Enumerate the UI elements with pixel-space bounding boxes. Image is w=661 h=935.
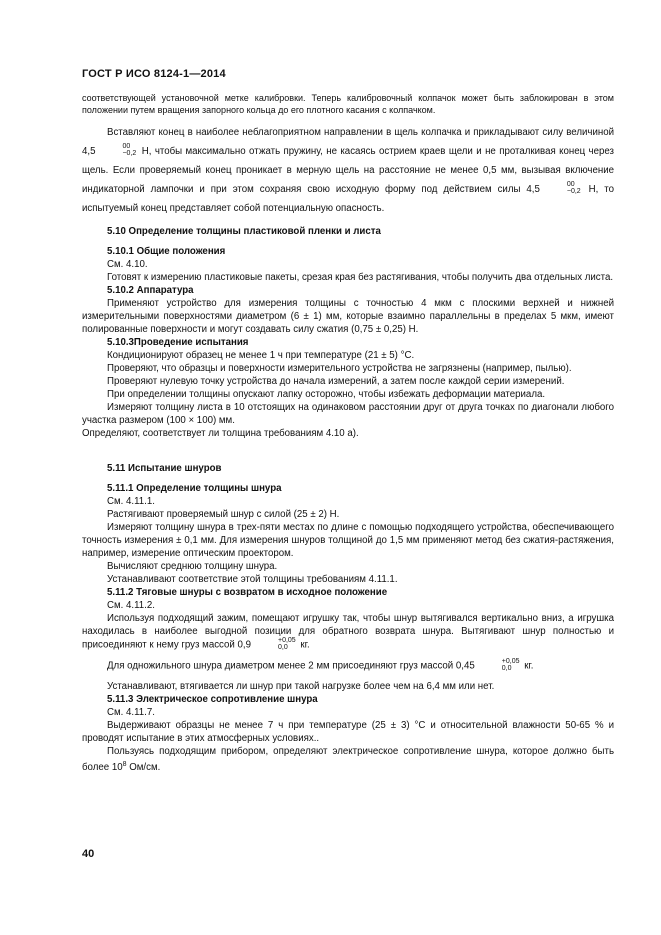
paragraph: Проверяют, что образцы и поверхности измерительного устройства не загрязнены (например, пылью). xyxy=(107,363,572,374)
paragraph: Устанавливают соответствие этой толщины требованиям 4.11.1. xyxy=(107,574,398,585)
tolerance-upper: 00 xyxy=(566,181,575,189)
text-run: Для одножильного шнура диаметром менее 2 мм присоединяют груз массой xyxy=(107,660,454,672)
paragraph: Вычисляют среднюю толщину шнура. xyxy=(107,561,278,572)
paragraph: Кондиционируют образец не менее 1 ч при температуре (21 ± 5) °С. xyxy=(107,350,415,361)
intro-paragraph-2 xyxy=(82,123,614,218)
paragraph: См. 4.10. xyxy=(107,259,148,270)
text-run: Ом/см. xyxy=(126,762,161,774)
section-5-11-3-title: 5.11.3 Электрическое сопротивление шнура xyxy=(107,694,318,705)
paragraph: Измеряют толщину шнура в трех-пяти местах по длине с помощью подходящего устройства, обеспечивающего точность измерения ± 0,1 мм. Для измерения шнуров толщиной до 1,5 мм применяют метод без сжатия-растяжения, например, измерение оптическим проектором. xyxy=(82,522,614,559)
tolerance-upper: +0,05 xyxy=(501,658,520,665)
tolerance xyxy=(477,658,520,672)
section-5-10-3-title: 5.10.3Проведение испытания xyxy=(107,337,249,348)
force-value: 4,5 xyxy=(82,146,96,157)
paragraph: См. 4.11.7. xyxy=(107,707,155,718)
text-run: кг. xyxy=(524,660,534,672)
paragraph: См. 4.11.1. xyxy=(107,496,155,507)
paragraph-resistance xyxy=(82,745,614,774)
tolerance-lower: −0,2 xyxy=(122,150,137,158)
text-run: Н, то испытуемый конец представляет собой потенциальную опасность. xyxy=(82,184,614,214)
tolerance xyxy=(97,143,136,157)
paragraph: Определяют, соответствует ли толщина требованиям 4.10 а). xyxy=(82,428,359,439)
text-run: кг. xyxy=(300,639,310,651)
tolerance xyxy=(253,637,296,651)
tolerance-lower: 0,0 xyxy=(277,644,288,651)
paragraph: При определении толщины опускают лапку осторожно, чтобы избежать деформации материала. xyxy=(107,389,546,400)
exponent: 8 xyxy=(122,761,127,768)
document-body xyxy=(82,92,614,774)
tolerance-lower: 0,0 xyxy=(501,665,512,672)
paragraph-weight-single xyxy=(82,659,614,673)
tolerance-upper: +0,05 xyxy=(277,637,296,644)
text-run: Н, чтобы максимально отжать пружину, не касаясь острием краев щели и не проталкивая конец через щель. Если проверяемый конец проникает в мерную щель на расстояние не менее 0,5 мм, вызывая включение индикаторной лампочки и при этом сохраняя свою исходную форму под действием силы xyxy=(82,146,614,195)
paragraph: Выдерживают образцы не менее 7 ч при температуре (25 ± 3) °С и относительной влажности 50-65 % и проводят испытание в этих атмосферных условиях.. xyxy=(82,720,614,744)
paragraph: Применяют устройство для измерения толщины с точностью 4 мкм с плоскими верхней и нижней измерительными поверхностями диаметром (6 ± 1) мм, которые взаимно параллельны в пределах 5 мкм, имеют полированные поверхности и могут создавать силу сжатия (0,75 ± 0,25) Н. xyxy=(82,298,614,335)
mass-value: 0,9 xyxy=(237,639,251,651)
mass-value: 0,45 xyxy=(455,660,475,672)
section-5-10-2-title: 5.10.2 Аппаратура xyxy=(107,285,194,296)
page-number: 40 xyxy=(82,848,95,860)
section-5-10-1-title: 5.10.1 Общие положения xyxy=(107,246,226,257)
paragraph: Растягивают проверяемый шнур с силой (25 ± 2) Н. xyxy=(107,509,340,520)
paragraph: Готовят к измерению пластиковые пакеты, срезая края без растягивания, чтобы получить два отдельных листа. xyxy=(107,272,614,283)
text-run: Пользуясь подходящим прибором, определяют электрическое сопротивление шнура, которое должно быть более 10 xyxy=(82,746,614,774)
section-5-11-2-title: 5.11.2 Тяговые шнуры с возвратом в исходное положение xyxy=(107,587,388,598)
tolerance-upper: 00 xyxy=(122,143,131,151)
section-5-11-title: 5.11 Испытание шнуров xyxy=(107,463,222,474)
section-5-11-1-title: 5.11.1 Определение толщины шнура xyxy=(107,483,282,494)
paragraph: См. 4.11.2. xyxy=(107,600,155,611)
text-run: Используя подходящий зажим, помещают игрушку так, чтобы шнур вытягивался вертикально вниз, а игрушка находилась в наиболее выгодной позиции для обратного возврата шнура. Вытягивают шнур полностью и присоединяют к нему груз массой xyxy=(82,613,614,651)
running-header: ГОСТ Р ИСО 8124-1—2014 xyxy=(82,68,226,80)
intro-paragraph-1: соответствующей установочной метке калибровки. Теперь калибровочный колпачок может быть заблокирован в этом положении путем вращения запорного кольца до его плотного касания с колпачком. xyxy=(82,93,614,115)
paragraph: Устанавливают, втягивается ли шнур при такой нагрузке более чем на 6,4 мм или нет. xyxy=(107,681,495,692)
paragraph: Проверяют нулевую точку устройства до начала измерений, а затем после каждой серии измерений. xyxy=(107,376,565,387)
tolerance xyxy=(542,181,581,195)
text-run: Вставляют конец в наиболее неблагоприятном направлении в щель колпачка и прикладывают силу величиной xyxy=(107,127,614,138)
force-value: 4,5 xyxy=(526,184,540,195)
paragraph-weight xyxy=(82,612,614,652)
section-5-10-title: 5.10 Определение толщины пластиковой пленки и листа xyxy=(107,226,381,237)
paragraph: Измеряют толщину листа в 10 отстоящих на одинаковом расстоянии друг от друга точках по диагонали любого участка размером (100 × 100) мм. xyxy=(82,402,614,426)
tolerance-lower: −0,2 xyxy=(566,188,581,196)
